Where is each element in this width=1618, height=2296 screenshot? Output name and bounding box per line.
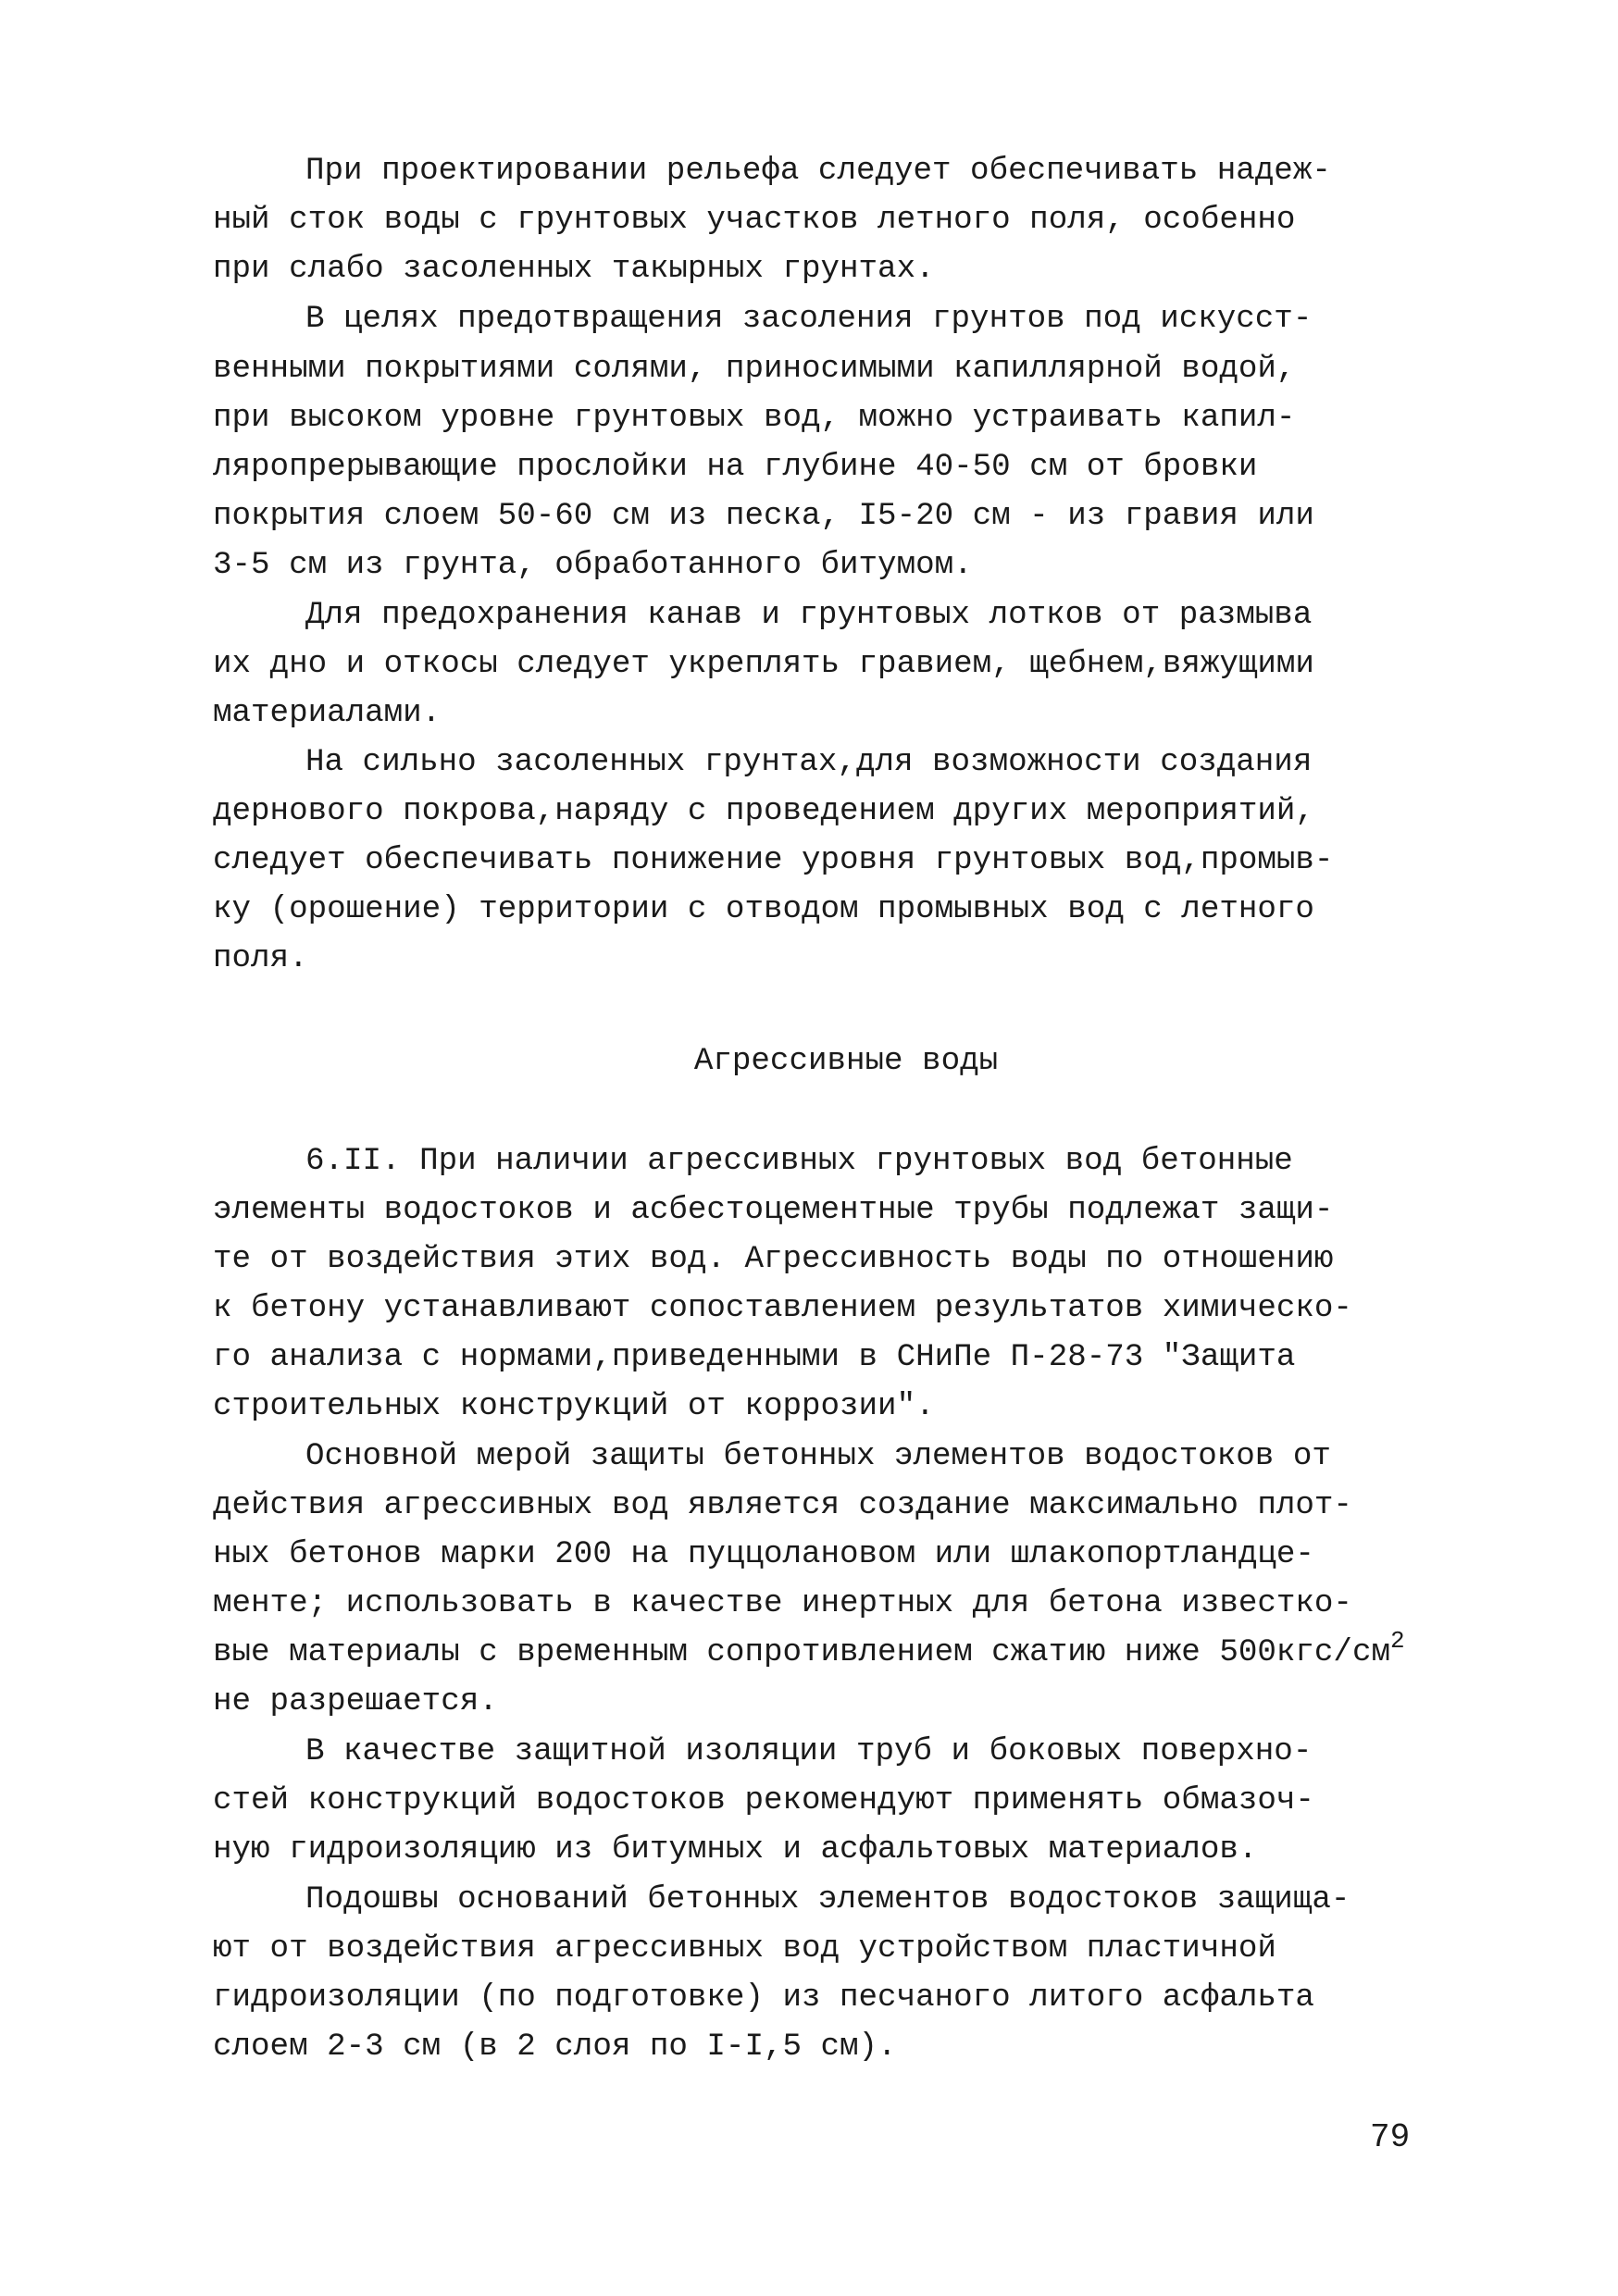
text-line-content: вые материалы с временным сопротивлением сжатию ниже 500кгс/см bbox=[213, 1635, 1390, 1670]
text-line: покрытия слоем 50-60 см из песка, I5-20 см - из гравия или bbox=[213, 499, 1314, 534]
text-line: ный сток воды с грунтовых участков летного поля, особенно bbox=[213, 203, 1296, 238]
text-line: В целях предотвращения засоления грунтов под искусст- bbox=[305, 302, 1313, 337]
text-line: го анализа с нормами,приведенными в СНиПе П-28-73 "Защита bbox=[213, 1340, 1296, 1375]
text-line: строительных конструкций от коррозии". bbox=[213, 1389, 935, 1424]
superscript-square: 2 bbox=[1389, 1627, 1405, 1655]
text-line: Подошвы оснований бетонных элементов водостоков защища- bbox=[305, 1882, 1350, 1917]
text-line: те от воздействия этих вод. Агрессивность воды по отношению bbox=[213, 1242, 1334, 1277]
text-line: материалами. bbox=[213, 696, 442, 731]
text-line: ляропрерывающие прослойки на глубине 40-50 см от бровки bbox=[213, 450, 1258, 485]
text-line: ют от воздействия агрессивных вод устройством пластичной bbox=[213, 1931, 1276, 1967]
text-line: ных бетонов марки 200 на пуццолановом или шлакопортландце- bbox=[213, 1537, 1314, 1572]
text-line: В качестве защитной изоляции труб и боковых поверхно- bbox=[305, 1734, 1313, 1769]
text-line: слоем 2-3 см (в 2 слоя по I-I,5 см). bbox=[213, 2029, 897, 2065]
text-line: действия агрессивных вод является создание максимально плот- bbox=[213, 1488, 1352, 1523]
text-line: менте; использовать в качестве инертных для бетона известко- bbox=[213, 1586, 1352, 1621]
text-line: На сильно засоленных грунтах,для возможности создания bbox=[305, 745, 1313, 780]
text-line: при высоком уровне грунтовых вод, можно устраивать капил- bbox=[213, 401, 1296, 436]
text-line: Для предохранения канав и грунтовых лотков от размыва bbox=[305, 598, 1313, 633]
text-line: ку (орошение) территории с отводом промывных вод с летного bbox=[213, 892, 1314, 927]
text-line: при слабо засоленных такырных грунтах. bbox=[213, 252, 935, 287]
text-line: При проектировании рельефа следует обеспечивать надеж- bbox=[305, 154, 1331, 189]
text-line-with-unit bbox=[213, 1627, 1405, 1670]
text-line: поля. bbox=[213, 941, 308, 976]
text-line: следует обеспечивать понижение уровня грунтовых вод,промыв- bbox=[213, 843, 1334, 878]
text-line: к бетону устанавливают сопоставлением результатов химическо- bbox=[213, 1291, 1352, 1326]
text-line: гидроизоляции (по подготовке) из песчаного литого асфальта bbox=[213, 1980, 1314, 2016]
text-line: элементы водостоков и асбестоцементные трубы подлежат защи- bbox=[213, 1193, 1334, 1228]
text-line: Основной мерой защиты бетонных элементов водостоков от bbox=[305, 1439, 1331, 1474]
section-heading: Агрессивные воды bbox=[693, 1044, 999, 1079]
text-line: дернового покрова,наряду с проведением других мероприятий, bbox=[213, 794, 1314, 829]
text-line: венными покрытиями солями, приносимыми капиллярной водой, bbox=[213, 352, 1296, 387]
text-line: их дно и откосы следует укреплять гравием, щебнем,вяжущими bbox=[213, 647, 1314, 682]
page-number: 79 bbox=[1370, 2118, 1411, 2156]
text-line: ную гидроизоляцию из битумных и асфальтовых материалов. bbox=[213, 1832, 1258, 1868]
text-line: 6.II. При наличии агрессивных грунтовых вод бетонные bbox=[305, 1144, 1293, 1179]
text-line: 3-5 см из грунта, обработанного битумом. bbox=[213, 548, 973, 583]
text-line: не разрешается. bbox=[213, 1684, 498, 1719]
text-line: стей конструкций водостоков рекомендуют применять обмазоч- bbox=[213, 1783, 1314, 1818]
